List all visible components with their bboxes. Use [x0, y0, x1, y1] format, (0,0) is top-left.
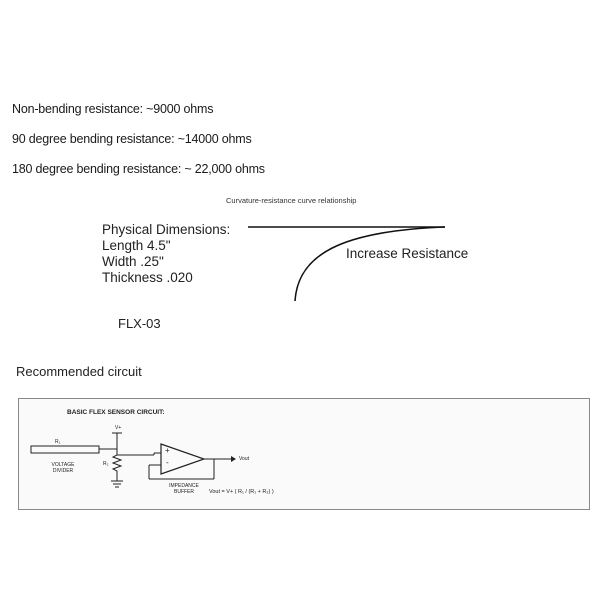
recommended-circuit-heading: Recommended circuit	[16, 364, 142, 379]
opamp-plus-label: +	[165, 446, 170, 455]
dimension-thickness: Thickness .020	[102, 270, 193, 285]
dimensions-header: Physical Dimensions:	[102, 222, 231, 237]
vout-label: Vout	[239, 456, 250, 462]
impedance-buffer-label: IMPEDANCE BUFFER	[169, 483, 199, 495]
output-formula: Vout = V+ ( R₁ / (R₁ + R₂) )	[209, 489, 274, 495]
increase-resistance-label: Increase Resistance	[346, 246, 469, 261]
dimension-length: Length 4.5"	[102, 238, 171, 253]
resistance-curve	[295, 227, 445, 301]
resistor-r2	[113, 449, 121, 481]
circuit-schematic	[19, 399, 589, 509]
vplus-label: V+	[115, 425, 122, 431]
r2-label: R₂	[103, 461, 109, 467]
opamp-minus-label: -	[166, 458, 169, 467]
spec-non-bending: Non-bending resistance: ~9000 ohms	[12, 102, 214, 116]
dimension-width: Width .25"	[102, 254, 164, 269]
spec-180-degree: 180 degree bending resistance: ~ 22,000 ohms	[12, 162, 265, 176]
curve-title: Curvature-resistance curve relationship	[226, 196, 357, 205]
flex-sensor-r1	[31, 446, 99, 453]
r1-label: R₁	[55, 439, 61, 445]
circuit-title: BASIC FLEX SENSOR CIRCUIT:	[67, 409, 165, 416]
circuit-diagram	[18, 398, 590, 510]
voltage-divider-label: VOLTAGE DIVIDER	[51, 462, 75, 474]
physical-dimensions	[102, 222, 230, 286]
spec-90-degree: 90 degree bending resistance: ~14000 ohms	[12, 132, 252, 146]
model-number: FLX-03	[118, 316, 161, 331]
